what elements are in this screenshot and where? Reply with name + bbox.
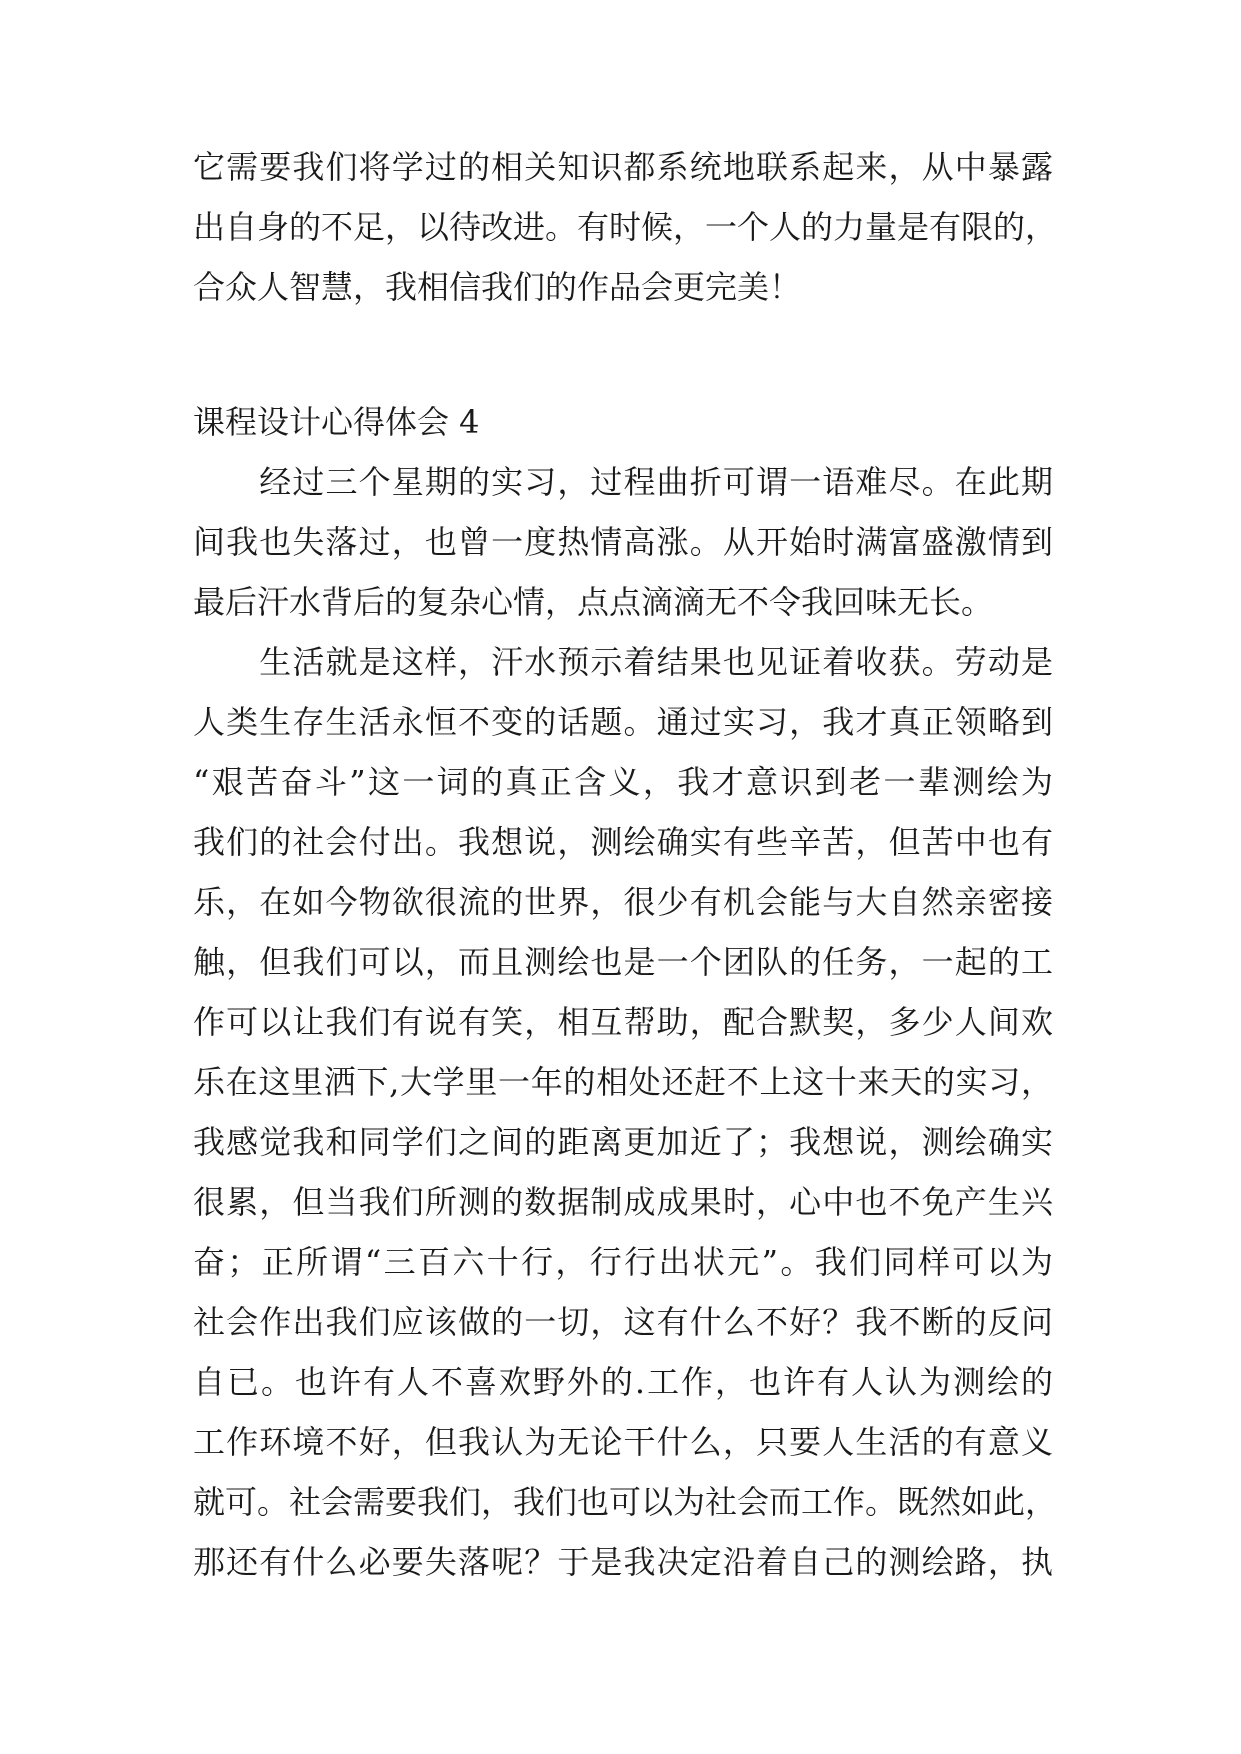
paragraph-1-line-1: 它需要我们将学过的相关知识都系统地联系起来，从中暴露: [193, 148, 1053, 186]
paragraph-3-line-13: 自已。也许有人不喜欢野外的.工作，也许有人认为测绘的: [193, 1363, 1053, 1401]
paragraph-2-line-2: 间我也失落过，也曾一度热情高涨。从开始时满富盛激情到: [193, 523, 1053, 561]
section-heading: 课程设计心得体会 4: [193, 403, 480, 441]
paragraph-1-line-2: 出自身的不足，以待改进。有时候，一个人的力量是有限的，: [193, 208, 1058, 246]
paragraph-3-line-12: 社会作出我们应该做的一切，这有什么不好？我不断的反问: [193, 1303, 1053, 1341]
paragraph-3-line-4: 我们的社会付出。我想说，测绘确实有些辛苦，但苦中也有: [193, 823, 1053, 861]
paragraph-2-line-3: 最后汗水背后的复杂心情，点点滴滴无不令我回味无长。: [193, 583, 994, 621]
paragraph-3-line-1: 生活就是这样，汗水预示着结果也见证着收获。劳动是: [193, 643, 1053, 681]
paragraph-3-line-9: 我感觉我和同学们之间的距离更加近了；我想说，测绘确实: [193, 1123, 1053, 1161]
paragraph-3-line-6: 触，但我们可以，而且测绘也是一个团队的任务，一起的工: [193, 943, 1053, 981]
paragraph-3-line-10: 很累，但当我们所测的数据制成成果时，心中也不免产生兴: [193, 1183, 1053, 1221]
paragraph-3-line-2: 人类生存生活永恒不变的话题。通过实习，我才真正领略到: [193, 703, 1053, 741]
paragraph-3-line-14: 工作环境不好，但我认为无论干什么，只要人生活的有意义: [193, 1423, 1053, 1461]
paragraph-3-line-5: 乐，在如今物欲很流的世界，很少有机会能与大自然亲密接: [193, 883, 1053, 921]
paragraph-3-line-8: 乐在这里洒下,大学里一年的相处还赶不上这十来天的实习，: [193, 1063, 1053, 1101]
paragraph-3-line-7: 作可以让我们有说有笑，相互帮助，配合默契，多少人间欢: [193, 1003, 1053, 1041]
paragraph-1-line-3: 合众人智慧，我相信我们的作品会更完美！: [193, 268, 802, 306]
paragraph-2-line-1: 经过三个星期的实习，过程曲折可谓一语难尽。在此期: [193, 463, 1053, 501]
paragraph-3-line-15: 就可。社会需要我们，我们也可以为社会而工作。既然如此，: [193, 1483, 1058, 1521]
paragraph-3-line-3: “艰苦奋斗”这一词的真正含义，我才意识到老一辈测绘为: [193, 763, 1053, 801]
paragraph-3-line-16: 那还有什么必要失落呢？于是我决定沿着自己的测绘路，执: [193, 1543, 1053, 1581]
paragraph-3-line-11: 奋；正所谓“三百六十行，行行出状元”。我们同样可以为: [193, 1243, 1053, 1281]
